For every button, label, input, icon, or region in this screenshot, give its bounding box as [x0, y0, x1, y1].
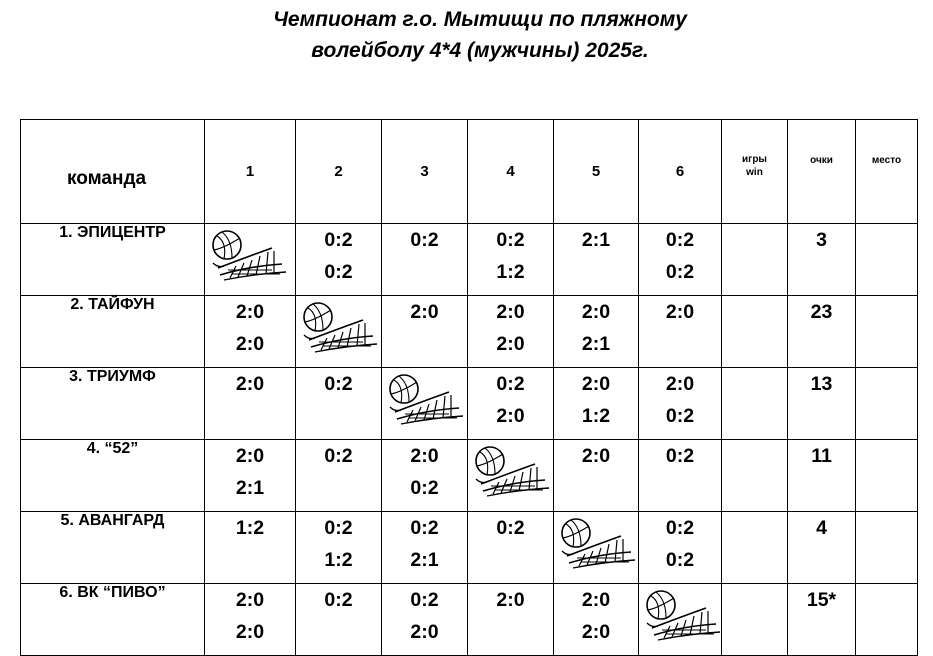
self-match-cell [468, 440, 554, 512]
place-cell [856, 512, 918, 584]
games-win-cell [722, 296, 788, 368]
table-row [21, 440, 918, 512]
points-cell: 23 [788, 296, 856, 368]
page-title [0, 4, 933, 66]
score-cell: 0:2 0:2 [639, 224, 722, 296]
place-cell [856, 584, 918, 656]
team-name: 2. ТАЙФУН [21, 296, 205, 368]
points-cell: 13 [788, 368, 856, 440]
score-cell: 2:0 2:0 [554, 584, 639, 656]
table-row [21, 224, 918, 296]
score-cell: 0:2 1:2 [296, 512, 382, 584]
score-cell: 0:2 1:2 [468, 224, 554, 296]
team-name: 1. ЭПИЦЕНТР [21, 224, 205, 296]
header-col-3: 3 [382, 120, 468, 224]
score-cell: 0:2 [296, 584, 382, 656]
header-col-4: 4 [468, 120, 554, 224]
volleyball-net-icon [387, 372, 467, 432]
volleyball-net-icon [473, 444, 553, 504]
score-cell: 0:2 [382, 224, 468, 296]
team-name: 4. “52” [21, 440, 205, 512]
standings-table [20, 119, 918, 656]
score-cell: 2:0 2:0 [205, 584, 296, 656]
points-cell: 3 [788, 224, 856, 296]
score-cell: 2:0 [205, 368, 296, 440]
points-cell: 15* [788, 584, 856, 656]
score-cell: 2:0 2:0 [468, 296, 554, 368]
points-cell: 4 [788, 512, 856, 584]
games-win-cell [722, 368, 788, 440]
score-cell: 0:2 [468, 512, 554, 584]
header-place: место [856, 120, 918, 224]
score-cell: 2:0 1:2 [554, 368, 639, 440]
score-cell: 1:2 [205, 512, 296, 584]
header-row [21, 120, 918, 224]
score-cell: 0:2 [296, 368, 382, 440]
score-cell: 2:0 [639, 296, 722, 368]
score-cell: 0:2 2:1 [382, 512, 468, 584]
self-match-cell [205, 224, 296, 296]
volleyball-net-icon [644, 588, 724, 648]
score-cell: 0:2 2:0 [468, 368, 554, 440]
header-games-label: игры [742, 154, 767, 165]
score-cell: 2:0 0:2 [382, 440, 468, 512]
score-cell: 0:2 0:2 [296, 224, 382, 296]
score-cell: 2:0 [554, 440, 639, 512]
title-line-2: волейболу 4*4 (мужчины) 2025г. [311, 39, 649, 62]
header-points: очки [788, 120, 856, 224]
header-col-5: 5 [554, 120, 639, 224]
header-games-win [722, 120, 788, 224]
score-cell: 0:2 0:2 [639, 512, 722, 584]
header-team: команда [21, 120, 205, 224]
games-win-cell [722, 224, 788, 296]
place-cell [856, 224, 918, 296]
games-win-cell [722, 584, 788, 656]
games-win-cell [722, 440, 788, 512]
points-cell: 11 [788, 440, 856, 512]
self-match-cell [382, 368, 468, 440]
score-cell: 2:0 2:1 [554, 296, 639, 368]
place-cell [856, 440, 918, 512]
score-cell: 2:0 2:0 [205, 296, 296, 368]
self-match-cell [554, 512, 639, 584]
table-row [21, 368, 918, 440]
header-win-label: win [746, 167, 763, 178]
games-win-cell [722, 512, 788, 584]
header-col-2: 2 [296, 120, 382, 224]
self-match-cell [296, 296, 382, 368]
place-cell [856, 296, 918, 368]
title-line-1: Чемпионат г.о. Мытищи по пляжному [273, 8, 687, 31]
place-cell [856, 368, 918, 440]
score-cell: 0:2 2:0 [382, 584, 468, 656]
score-cell: 2:0 0:2 [639, 368, 722, 440]
team-name: 6. ВК “ПИВО” [21, 584, 205, 656]
volleyball-net-icon [559, 516, 639, 576]
score-cell: 0:2 [639, 440, 722, 512]
table-row [21, 296, 918, 368]
table-row [21, 584, 918, 656]
score-cell: 2:1 [554, 224, 639, 296]
score-cell: 0:2 [296, 440, 382, 512]
table-row [21, 512, 918, 584]
team-name: 5. АВАНГАРД [21, 512, 205, 584]
score-cell: 2:0 2:1 [205, 440, 296, 512]
self-match-cell [639, 584, 722, 656]
volleyball-net-icon [210, 228, 290, 288]
score-cell: 2:0 [468, 584, 554, 656]
volleyball-net-icon [301, 300, 381, 360]
score-cell: 2:0 [382, 296, 468, 368]
team-name: 3. ТРИУМФ [21, 368, 205, 440]
header-col-1: 1 [205, 120, 296, 224]
header-col-6: 6 [639, 120, 722, 224]
